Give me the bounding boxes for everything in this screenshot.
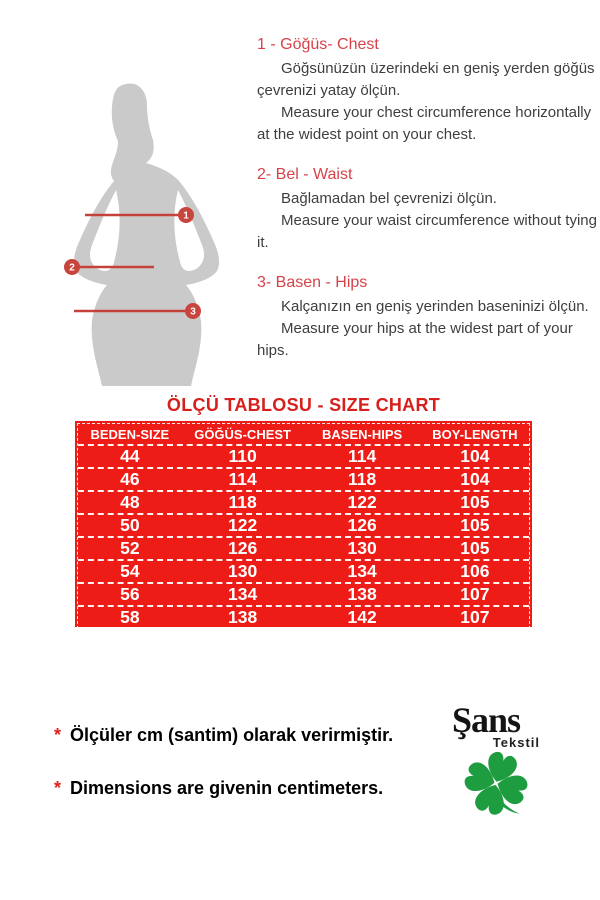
marker-3-label: 3 — [190, 306, 196, 318]
section-heading: 1 - Göğüs- Chest — [257, 36, 379, 53]
table-header-cell: BOY-LENGTH — [432, 426, 518, 442]
table-cell: 58 — [120, 607, 140, 627]
table-cell: 142 — [347, 607, 377, 627]
table-cell: 110 — [228, 446, 257, 466]
asterisk-mark: * — [54, 778, 62, 798]
section-heading: 2- Bel - Waist — [257, 166, 353, 183]
measurement-section — [257, 274, 598, 362]
woman-silhouette — [74, 83, 219, 386]
table-row — [78, 513, 529, 536]
four-leaf-clover-icon — [462, 750, 536, 824]
section-paragraph: Measure your chest circumference horizontally at the widest point on your chest. — [257, 104, 592, 143]
table-cell: 50 — [120, 515, 140, 535]
table-row — [78, 467, 529, 490]
table-cell: 134 — [347, 561, 377, 581]
table-cell: 118 — [228, 492, 257, 512]
table-row — [78, 444, 529, 467]
size-chart-table-body — [77, 423, 530, 629]
note-text: Ölçüler cm (santim) olarak verirmiştir. — [70, 725, 394, 745]
table-cell: 138 — [228, 607, 258, 627]
table-row — [78, 582, 529, 605]
table-cell: 105 — [460, 515, 490, 535]
table-row — [78, 605, 529, 628]
measurement-section — [257, 166, 598, 254]
table-cell: 104 — [460, 446, 490, 466]
table-cell: 130 — [347, 538, 377, 558]
table-cell: 105 — [460, 538, 490, 558]
brand-subtitle: Tekstil — [492, 735, 540, 750]
silhouette-svg — [40, 78, 250, 390]
table-cell: 126 — [228, 538, 258, 558]
table-cell: 122 — [228, 515, 258, 535]
measurement-instructions — [257, 36, 598, 382]
table-cell: 52 — [120, 538, 140, 558]
section-paragraph: Measure your waist circumference without tying it. — [257, 212, 597, 251]
table-cell: 138 — [347, 584, 377, 604]
table-cell: 104 — [460, 469, 490, 489]
table-cell: 114 — [228, 469, 257, 489]
note-units-english — [54, 778, 383, 799]
section-paragraph: Bağlamadan bel çevrenizi ölçün. — [281, 190, 497, 207]
note-units-turkish — [54, 725, 393, 746]
brand-logo — [452, 702, 540, 750]
table-row — [78, 490, 529, 513]
table-cell: 107 — [460, 607, 490, 627]
size-chart-title: ÖLÇÜ TABLOSU - SIZE CHART — [166, 395, 441, 415]
marker-1-label: 1 — [183, 210, 189, 222]
table-cell: 107 — [460, 584, 490, 604]
table-header-row — [78, 424, 529, 444]
table-cell: 122 — [347, 492, 377, 512]
brand-name: Şans — [452, 700, 521, 740]
table-cell: 134 — [228, 584, 258, 604]
table-cell: 46 — [120, 469, 140, 489]
table-cell: 126 — [347, 515, 377, 535]
table-cell: 105 — [460, 492, 490, 512]
table-cell: 106 — [460, 561, 490, 581]
asterisk-mark: * — [54, 725, 62, 745]
body-silhouette-figure — [40, 78, 250, 390]
table-cell: 118 — [347, 469, 377, 489]
table-cell: 130 — [228, 561, 258, 581]
size-chart-table — [75, 421, 532, 627]
section-paragraph: Göğsünüzün üzerindeki en geniş yerden göğüs çevrenizi yatay ölçün. — [257, 60, 595, 99]
table-row — [78, 536, 529, 559]
table-row — [78, 559, 529, 582]
table-header-cell: BASEN-HIPS — [322, 426, 403, 442]
section-paragraph: Measure your hips at the widest part of your hips. — [257, 320, 573, 359]
table-header-cell: BEDEN-SIZE — [90, 426, 170, 442]
marker-2-label: 2 — [69, 262, 75, 274]
table-cell: 56 — [120, 584, 140, 604]
section-heading: 3- Basen - Hips — [257, 274, 368, 291]
measurement-section — [257, 36, 598, 146]
table-cell: 48 — [120, 492, 140, 512]
table-header-cell: GÖĞÜS-CHEST — [194, 426, 291, 442]
table-cell: 44 — [120, 446, 140, 466]
table-cell: 54 — [120, 561, 140, 581]
section-paragraph: Kalçanızın en geniş yerinden baseninizi ölçün. — [281, 298, 589, 315]
note-text: Dimensions are givenin centimeters. — [70, 778, 384, 798]
table-cell: 114 — [347, 446, 377, 466]
